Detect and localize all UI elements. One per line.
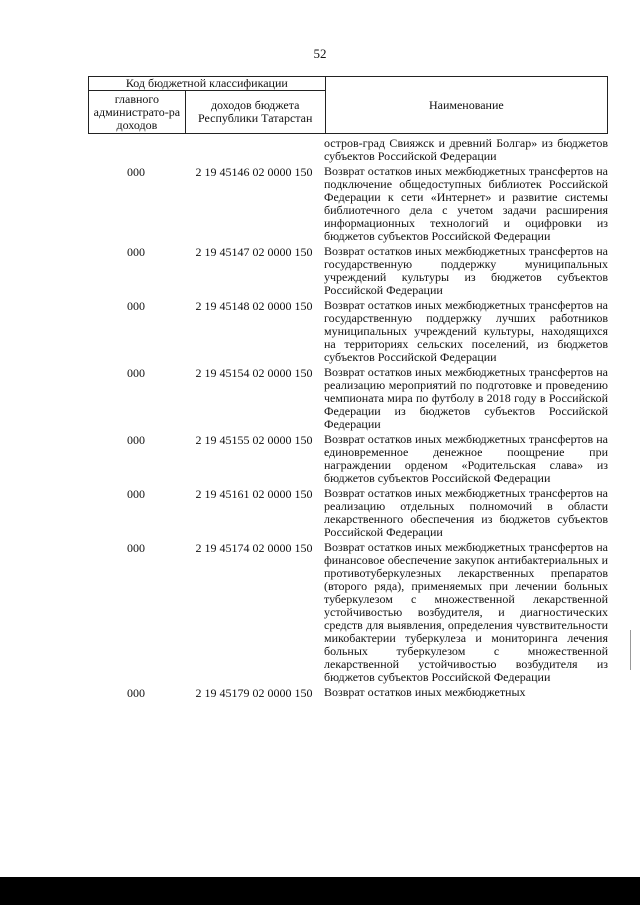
table-row	[88, 541, 608, 684]
revenue-code: 2 19 45148 02 0000 150	[195, 299, 313, 313]
admin-code: 000	[127, 541, 145, 555]
admin-code: 000	[127, 433, 145, 447]
classification-header	[88, 76, 608, 134]
revenue-code: 2 19 45174 02 0000 150	[195, 541, 313, 555]
revenue-code: 2 19 45155 02 0000 150	[195, 433, 313, 447]
admin-code: 000	[127, 686, 145, 700]
admin-code: 000	[127, 366, 145, 380]
classification-rows	[88, 137, 608, 700]
table-row	[88, 165, 608, 243]
admin-code: 000	[127, 165, 145, 179]
table-row	[88, 487, 608, 539]
admin-code: 000	[127, 487, 145, 501]
revenue-name: Возврат остатков иных межбюджетных трансфертов на единовременное денежное поощрение при награждении орденом «Родительская слава» из бюджетов субъектов Российской Федерации	[324, 432, 608, 485]
revenue-code: 2 19 45147 02 0000 150	[195, 245, 313, 259]
scan-bottom-bar	[0, 877, 640, 905]
revenue-name: Возврат остатков иных межбюджетных	[324, 685, 526, 699]
revenue-name: Возврат остатков иных межбюджетных трансфертов на государственную поддержку лучших работников муниципальных учреждений культуры, находящихся на территориях сельских поселений, из бюджетов субъектов Российской Федерации	[324, 298, 608, 364]
revenue-name: Возврат остатков иных межбюджетных трансфертов на реализацию мероприятий по подготовке и проведению чемпионата мира по футболу в 2018 году в Российской Федерации из бюджетов субъектов Российской Федерации	[324, 365, 608, 431]
table-row	[88, 686, 608, 700]
page-number: 52	[313, 46, 327, 61]
scan-edge-mark	[630, 630, 631, 670]
revenue-code: 2 19 45161 02 0000 150	[195, 487, 313, 501]
revenue-code: 2 19 45154 02 0000 150	[195, 366, 313, 380]
revenue-name: Возврат остатков иных межбюджетных трансфертов на подключение общедоступных библиотек Российской Федерации к сети «Интернет» и развитие системы библиотечного дела с учетом задачи расширения информационных технологий и оцифровки из бюджетов субъектов Российской Федерации	[324, 164, 608, 243]
header-admin-column: главного администрато-ра доходов	[89, 91, 186, 134]
revenue-name: Возврат остатков иных межбюджетных трансфертов на государственную поддержку муниципальных учреждений культуры из бюджетов субъектов Российской Федерации	[324, 244, 608, 297]
continuation-text: остров-град Свияжск и древний Болгар» из бюджетов субъектов Российской Федерации	[324, 136, 608, 163]
admin-code: 000	[127, 245, 145, 259]
header-name-column: Наименование	[325, 77, 607, 134]
revenue-code: 2 19 45146 02 0000 150	[195, 165, 313, 179]
table-row	[88, 245, 608, 297]
header-code-column: доходов бюджета Республики Татарстан	[185, 91, 325, 134]
revenue-name: Возврат остатков иных межбюджетных трансфертов на реализацию отдельных полномочий в области лекарственного обеспечения из бюджетов субъектов Российской Федерации	[324, 486, 608, 539]
admin-code: 000	[127, 299, 145, 313]
table-row	[88, 433, 608, 485]
revenue-name: Возврат остатков иных межбюджетных трансфертов на финансовое обеспечение закупок антибактериальных и противотуберкулезных лекарственных препаратов (второго ряда), применяемых при лечении больных туберкулезом с множественной лекарственной устойчивостью возбудителя, и диагностических средств для выявления, определения чувствительности микобактерии туберкулеза и мониторинга лечения больных туберкулезом с множественной лекарственной устойчивостью возбудителя из бюджетов субъектов Российской Федерации	[324, 540, 608, 684]
table-row	[88, 299, 608, 364]
revenue-code: 2 19 45179 02 0000 150	[195, 686, 313, 700]
header-group-title: Код бюджетной классификации	[89, 77, 326, 91]
table-row	[88, 366, 608, 431]
continuation-row	[88, 137, 608, 163]
